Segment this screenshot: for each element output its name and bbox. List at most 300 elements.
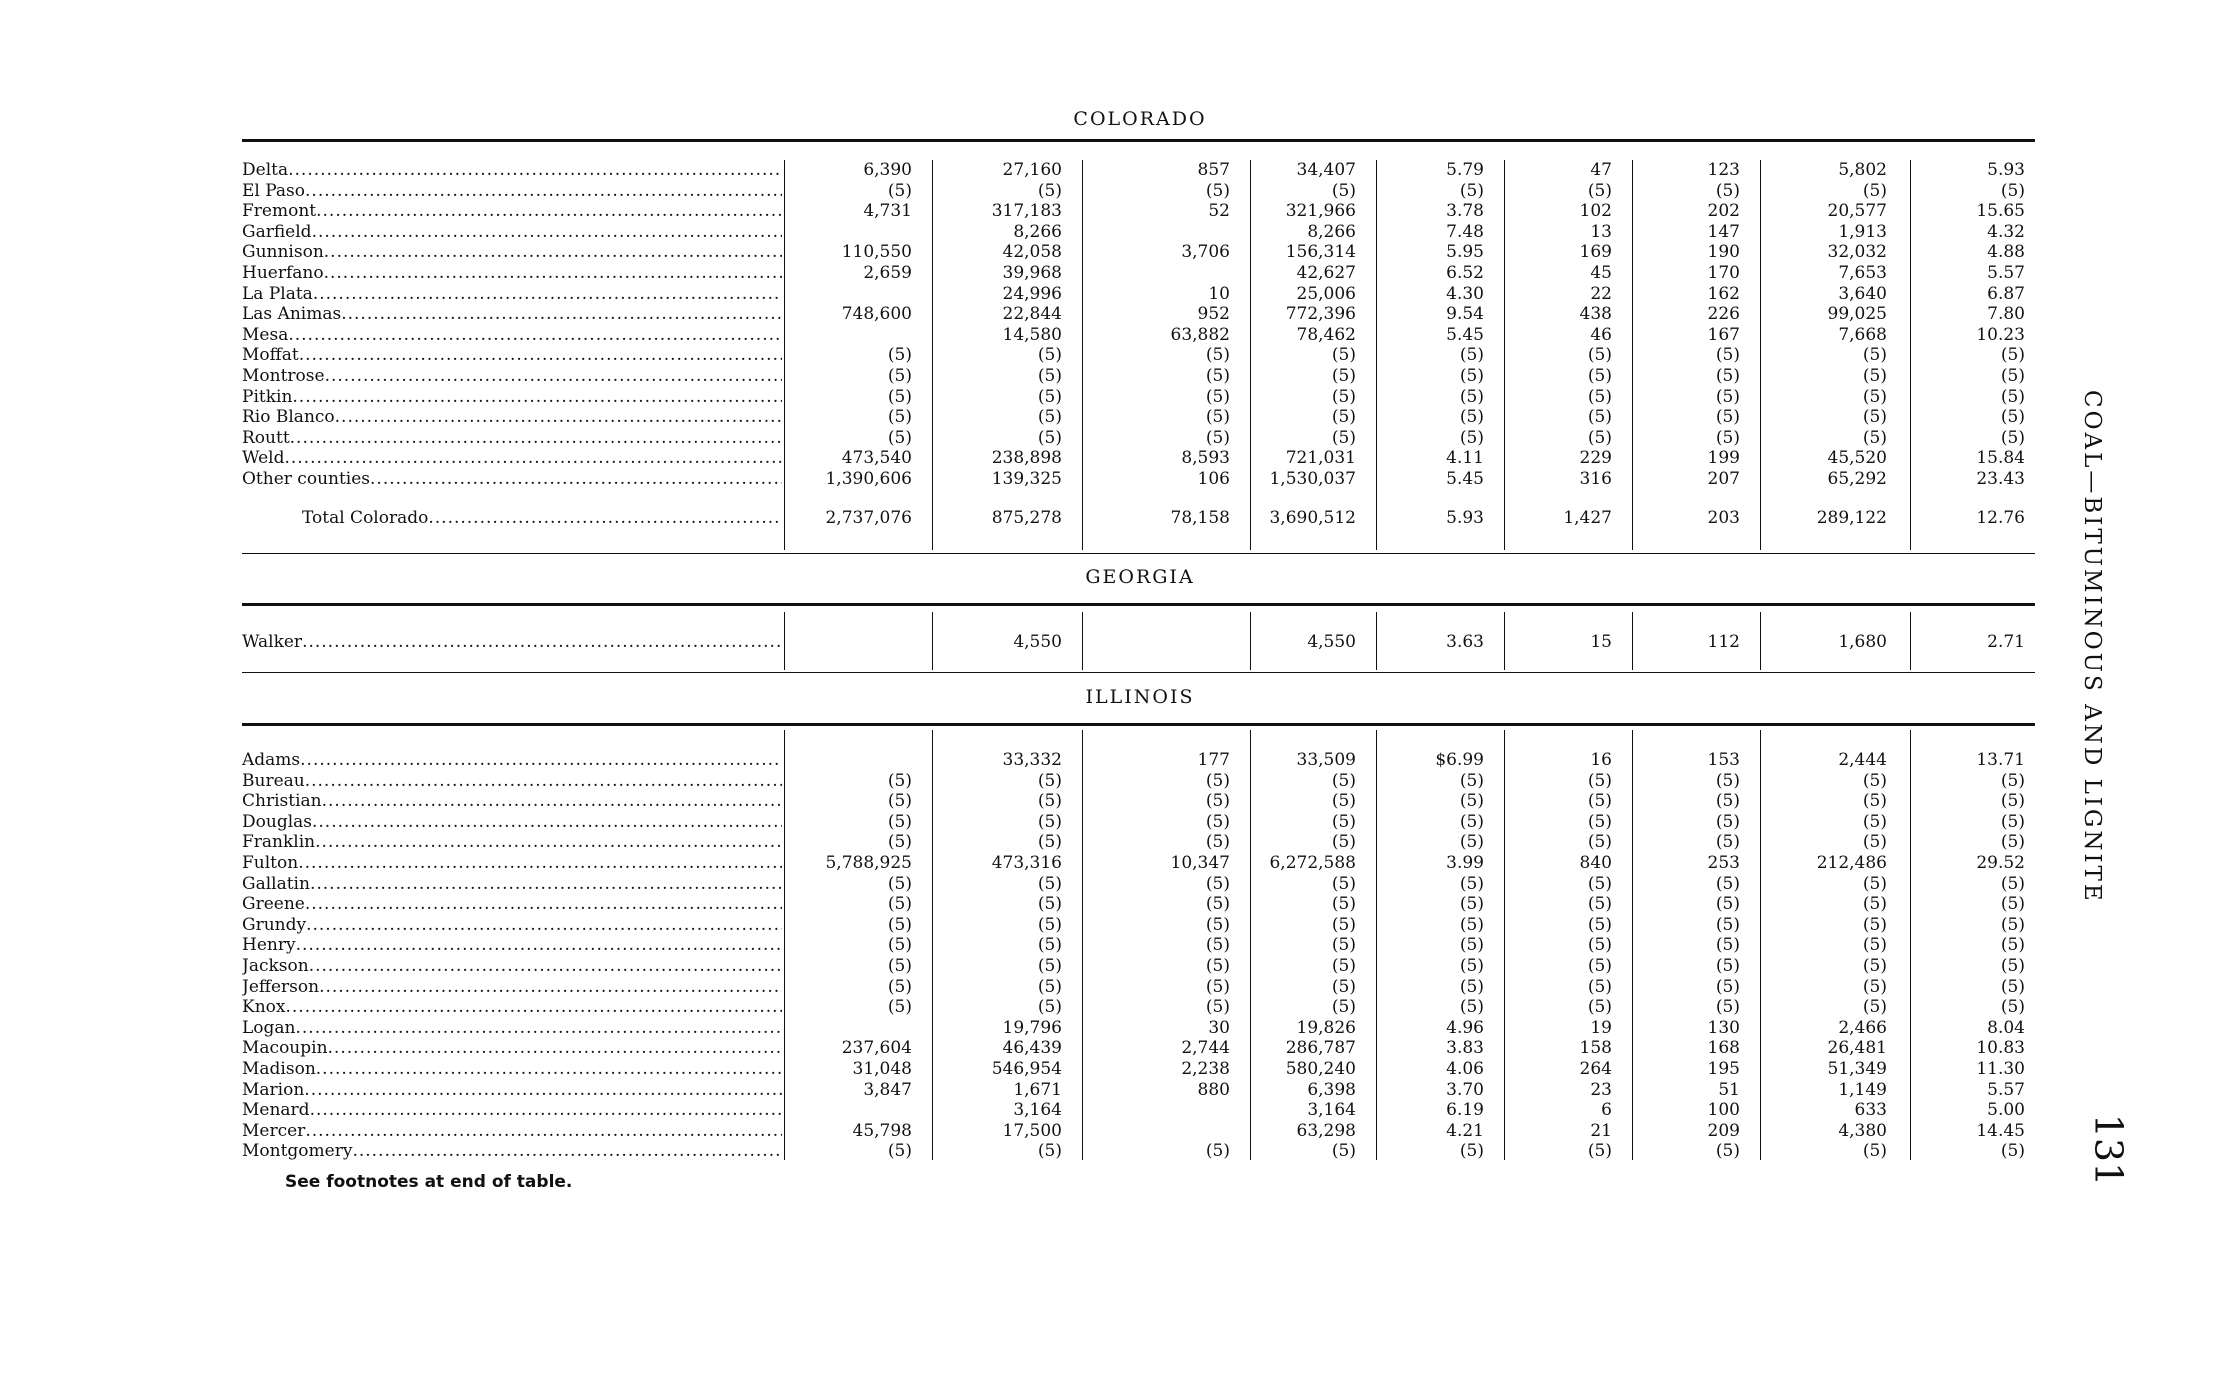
table-cell: 123 — [1707, 160, 1740, 180]
total-cell: 875,278 — [991, 507, 1062, 528]
table-row — [242, 832, 2035, 852]
table-cell: 24,996 — [1002, 283, 1062, 304]
table-row — [242, 1100, 2035, 1120]
table-cell: 99,025 — [1827, 304, 1887, 325]
table-cell: (5) — [1587, 873, 1612, 894]
table-cell: (5) — [1715, 1141, 1740, 1162]
row-label: Grundy ..... — [242, 915, 782, 935]
table-cell: (5) — [1037, 976, 1062, 997]
table-cell: (5) — [1459, 997, 1484, 1018]
table-cell: 63,882 — [1170, 324, 1230, 345]
table-cell: 6.87 — [1987, 283, 2025, 304]
section-title-colorado: COLORADO — [1073, 108, 1207, 130]
table-cell: (5) — [1862, 832, 1887, 853]
table-cell: (5) — [1459, 427, 1484, 448]
table-cell: (5) — [2000, 427, 2025, 448]
table-cell: 190 — [1707, 242, 1740, 263]
running-head-text: COAL—BITUMINOUS AND LIGNITE — [2079, 390, 2105, 904]
table-cell: (5) — [887, 427, 912, 448]
table-cell: 5.45 — [1446, 324, 1484, 345]
table-cell: (5) — [1205, 407, 1230, 428]
row-label: Huerfano ..... — [242, 263, 782, 283]
table-cell: 4.30 — [1446, 283, 1484, 304]
table-cell: (5) — [1459, 345, 1484, 366]
table-cell: (5) — [1037, 956, 1062, 976]
table-cell: (5) — [1459, 366, 1484, 386]
table-cell: 30 — [1208, 1017, 1230, 1038]
table-cell: 4.88 — [1987, 242, 2025, 263]
column-divider — [1376, 160, 1377, 550]
table-cell: 7.48 — [1446, 221, 1484, 242]
total-row — [242, 508, 2035, 528]
table-cell: (5) — [1862, 366, 1887, 386]
column-divider — [1632, 730, 1633, 1160]
table-cell: 840 — [1579, 853, 1612, 873]
table-cell: (5) — [1862, 935, 1887, 956]
table-row — [242, 304, 2035, 324]
table-cell: (5) — [2000, 407, 2025, 428]
table-cell: (5) — [1331, 427, 1356, 448]
table-cell: (5) — [1862, 894, 1887, 915]
table-cell: (5) — [1205, 935, 1230, 956]
table-cell: (5) — [1037, 832, 1062, 853]
table-cell: (5) — [1587, 770, 1612, 791]
column-divider — [784, 730, 785, 1160]
georgia-table — [242, 612, 2035, 670]
table-cell: 5.57 — [1987, 1079, 2025, 1100]
table-cell: 169 — [1579, 242, 1612, 263]
table-cell: (5) — [1459, 407, 1484, 428]
table-cell: 317,183 — [991, 201, 1062, 222]
table-cell: 170 — [1707, 263, 1740, 283]
table-row — [242, 284, 2035, 304]
table-cell: 33,332 — [1002, 750, 1062, 770]
table-cell: 880 — [1197, 1079, 1230, 1100]
column-divider — [1082, 612, 1083, 670]
table-cell: (5) — [1715, 873, 1740, 894]
table-cell: 147 — [1707, 221, 1740, 242]
table-cell: (5) — [1037, 386, 1062, 407]
table-row — [242, 1141, 2035, 1161]
table-cell: 10,347 — [1170, 853, 1230, 873]
table-cell: (5) — [887, 894, 912, 915]
row-label: Christian ..... — [242, 791, 782, 811]
table-cell: 34,407 — [1296, 160, 1356, 180]
table-cell: (5) — [2000, 976, 2025, 997]
table-cell: 6,398 — [1307, 1079, 1356, 1100]
table-cell: (5) — [887, 997, 912, 1018]
table-row — [242, 263, 2035, 283]
table-cell: (5) — [1862, 407, 1887, 428]
table-cell: 6.19 — [1446, 1100, 1484, 1121]
table-cell: 52 — [1208, 201, 1230, 222]
colorado-table — [242, 160, 2035, 550]
table-cell: (5) — [1587, 976, 1612, 997]
table-row — [242, 1080, 2035, 1100]
table-cell: (5) — [1037, 791, 1062, 812]
table-cell: 286,787 — [1285, 1038, 1356, 1059]
table-row — [242, 387, 2035, 407]
table-cell: (5) — [2000, 873, 2025, 894]
row-label: Gunnison ..... — [242, 242, 782, 262]
table-cell: (5) — [2000, 386, 2025, 407]
row-label: Madison ..... — [242, 1059, 782, 1079]
column-divider — [1632, 160, 1633, 550]
column-divider — [1760, 730, 1761, 1160]
rule — [242, 672, 2035, 673]
table-row — [242, 345, 2035, 365]
table-cell: 7,653 — [1838, 263, 1887, 283]
table-cell: 3.78 — [1446, 201, 1484, 222]
row-label: El Paso ..... — [242, 181, 782, 201]
table-row — [242, 750, 2035, 770]
table-cell: (5) — [1331, 791, 1356, 812]
table-row — [242, 1059, 2035, 1079]
table-cell: (5) — [1331, 894, 1356, 915]
table-cell: (5) — [1331, 770, 1356, 791]
column-divider — [784, 160, 785, 550]
table-cell: 32,032 — [1827, 242, 1887, 263]
table-cell: (5) — [1205, 791, 1230, 812]
table-cell: 162 — [1707, 283, 1740, 304]
table-cell: 3,706 — [1181, 242, 1230, 263]
table-cell: 580,240 — [1285, 1059, 1356, 1079]
table-cell: (5) — [1459, 386, 1484, 407]
table-cell: (5) — [887, 976, 912, 997]
table-cell: 473,316 — [991, 853, 1062, 873]
table-cell: 45,798 — [852, 1120, 912, 1141]
table-cell: 33,509 — [1296, 750, 1356, 770]
table-cell: 253 — [1707, 853, 1740, 873]
table-cell: (5) — [1331, 914, 1356, 935]
table-cell: 42,058 — [1002, 242, 1062, 263]
table-cell: 633 — [1854, 1100, 1887, 1121]
table-row — [242, 201, 2035, 221]
table-cell: 46,439 — [1002, 1038, 1062, 1059]
row-label: Adams ..... — [242, 750, 782, 770]
table-cell: (5) — [1862, 791, 1887, 812]
table-cell: 100 — [1707, 1100, 1740, 1121]
row-label: Fremont ..... — [242, 201, 782, 221]
table-cell: (5) — [2000, 180, 2025, 201]
table-cell: 5.95 — [1446, 242, 1484, 263]
table-cell: (5) — [1862, 180, 1887, 201]
table-cell: 39,968 — [1002, 263, 1062, 283]
table-cell: 3.99 — [1446, 853, 1484, 873]
table-cell: (5) — [1587, 914, 1612, 935]
table-row — [242, 1038, 2035, 1058]
table-cell: 952 — [1197, 304, 1230, 325]
table-cell: 546,954 — [991, 1059, 1062, 1079]
table-cell: 4.21 — [1446, 1120, 1484, 1141]
table-cell: (5) — [1715, 366, 1740, 386]
table-cell: (5) — [2000, 894, 2025, 915]
table-cell: 473,540 — [841, 448, 912, 469]
column-divider — [1910, 160, 1911, 550]
row-label: Knox ..... — [242, 997, 782, 1017]
rule — [242, 139, 2035, 142]
table-cell: (5) — [1715, 791, 1740, 812]
table-cell: 8,266 — [1307, 221, 1356, 242]
table-cell: (5) — [1715, 811, 1740, 832]
row-label: Rio Blanco ..... — [242, 407, 782, 427]
row-label: Logan ..... — [242, 1018, 782, 1038]
table-cell: (5) — [1459, 956, 1484, 976]
table-cell: (5) — [1587, 427, 1612, 448]
table-cell: 3,164 — [1013, 1100, 1062, 1121]
table-cell: 2,659 — [863, 263, 912, 283]
total-cell: 5.93 — [1446, 507, 1484, 528]
table-cell: (5) — [2000, 791, 2025, 812]
table-cell: (5) — [1587, 386, 1612, 407]
table-cell: 1,913 — [1838, 221, 1887, 242]
table-cell: 2,238 — [1181, 1059, 1230, 1079]
table-cell: 110,550 — [841, 242, 912, 263]
table-cell: (5) — [1862, 956, 1887, 976]
running-head — [2075, 390, 2115, 950]
total-cell: 12.76 — [1976, 507, 2025, 528]
table-cell: 16 — [1590, 750, 1612, 770]
table-row — [242, 222, 2035, 242]
table-cell: 19 — [1590, 1017, 1612, 1038]
table-cell: (5) — [1587, 811, 1612, 832]
table-cell: 212,486 — [1816, 853, 1887, 873]
column-divider — [784, 612, 785, 670]
table-cell: (5) — [1587, 894, 1612, 915]
table-cell: 23.43 — [1976, 469, 2025, 489]
table-cell: (5) — [1862, 345, 1887, 366]
row-label: Franklin ..... — [242, 832, 782, 852]
column-divider — [1082, 730, 1083, 1160]
table-cell: 5,788,925 — [825, 853, 912, 873]
table-cell: 63,298 — [1296, 1120, 1356, 1141]
table-cell: 26,481 — [1827, 1038, 1887, 1059]
table-cell: 8,593 — [1181, 448, 1230, 469]
table-cell: 4.11 — [1446, 448, 1484, 469]
table-cell: 5,802 — [1838, 160, 1887, 180]
table-cell: (5) — [1587, 180, 1612, 201]
table-cell: (5) — [2000, 811, 2025, 832]
table-cell: 158 — [1579, 1038, 1612, 1059]
table-cell: (5) — [887, 832, 912, 853]
table-cell: (5) — [1862, 914, 1887, 935]
table-cell: 167 — [1707, 324, 1740, 345]
table-cell: $6.99 — [1435, 750, 1484, 770]
row-label: Montgomery ..... — [242, 1141, 782, 1161]
rule — [242, 553, 2035, 554]
row-label: Menard ..... — [242, 1100, 782, 1120]
table-cell: (5) — [1205, 386, 1230, 407]
row-label: Fulton ..... — [242, 853, 782, 873]
column-divider — [1910, 730, 1911, 1160]
row-label: Greene ..... — [242, 894, 782, 914]
table-cell: 316 — [1579, 469, 1612, 489]
table-cell: 112 — [1707, 632, 1740, 652]
table-row — [242, 242, 2035, 262]
table-cell: (5) — [1331, 180, 1356, 201]
table-cell: (5) — [1862, 1141, 1887, 1162]
table-cell: (5) — [1205, 366, 1230, 386]
table-cell: 47 — [1590, 160, 1612, 180]
row-label: Gallatin ..... — [242, 874, 782, 894]
table-cell: 4,380 — [1838, 1120, 1887, 1141]
column-divider — [1250, 160, 1251, 550]
table-cell: (5) — [1587, 832, 1612, 853]
column-divider — [1632, 612, 1633, 670]
table-cell: (5) — [1587, 791, 1612, 812]
table-cell: (5) — [2000, 935, 2025, 956]
column-divider — [1760, 160, 1761, 550]
table-cell: (5) — [1037, 407, 1062, 428]
table-cell: 10 — [1208, 283, 1230, 304]
table-cell: 19,796 — [1002, 1017, 1062, 1038]
table-cell: (5) — [887, 770, 912, 791]
table-cell: 7,668 — [1838, 324, 1887, 345]
table-cell: 13 — [1590, 221, 1612, 242]
table-cell: 1,680 — [1838, 632, 1887, 652]
table-row — [242, 853, 2035, 873]
table-cell: (5) — [887, 935, 912, 956]
table-cell: 748,600 — [841, 304, 912, 325]
column-divider — [1250, 730, 1251, 1160]
table-row — [242, 428, 2035, 448]
table-row — [242, 935, 2035, 955]
table-cell: 1,530,037 — [1269, 469, 1356, 489]
table-cell: 3.70 — [1446, 1079, 1484, 1100]
row-label: Other counties ..... — [242, 469, 782, 489]
table-cell: 721,031 — [1285, 448, 1356, 469]
table-cell: (5) — [1715, 386, 1740, 407]
table-cell: 4.32 — [1987, 221, 2025, 242]
row-label: Delta ..... — [242, 160, 782, 180]
table-cell: (5) — [1587, 997, 1612, 1018]
table-cell: (5) — [1037, 935, 1062, 956]
table-cell: 29.52 — [1976, 853, 2025, 873]
table-cell: (5) — [2000, 914, 2025, 935]
table-cell: 8.04 — [1987, 1017, 2025, 1038]
table-cell: (5) — [1205, 770, 1230, 791]
table-cell: 6,390 — [863, 160, 912, 180]
table-cell: (5) — [1459, 180, 1484, 201]
table-cell: (5) — [887, 407, 912, 428]
table-cell: 51,349 — [1827, 1059, 1887, 1079]
table-cell: (5) — [1205, 914, 1230, 935]
table-row — [242, 915, 2035, 935]
table-cell: 25,006 — [1296, 283, 1356, 304]
table-cell: 3,847 — [863, 1079, 912, 1100]
table-cell: (5) — [1715, 832, 1740, 853]
table-cell: (5) — [2000, 366, 2025, 386]
table-cell: 42,627 — [1296, 263, 1356, 283]
table-row — [242, 894, 2035, 914]
table-cell: 237,604 — [841, 1038, 912, 1059]
table-cell: 177 — [1197, 750, 1230, 770]
table-cell: 857 — [1197, 160, 1230, 180]
table-row — [242, 160, 2035, 180]
table-row — [242, 366, 2035, 386]
table-cell: 438 — [1579, 304, 1612, 325]
table-cell: (5) — [887, 914, 912, 935]
table-cell: 2.71 — [1987, 632, 2025, 652]
row-label: Jefferson ..... — [242, 977, 782, 997]
table-cell: (5) — [1862, 997, 1887, 1018]
table-cell: (5) — [887, 386, 912, 407]
table-row — [242, 997, 2035, 1017]
table-cell: 102 — [1579, 201, 1612, 222]
table-cell: (5) — [1205, 976, 1230, 997]
table-cell: 199 — [1707, 448, 1740, 469]
table-cell: (5) — [1205, 427, 1230, 448]
table-cell: (5) — [1037, 427, 1062, 448]
table-cell: (5) — [887, 811, 912, 832]
table-cell: 772,396 — [1285, 304, 1356, 325]
column-divider — [1504, 730, 1505, 1160]
table-cell: 19,826 — [1296, 1017, 1356, 1038]
table-cell: (5) — [1205, 832, 1230, 853]
table-cell: 14.45 — [1976, 1120, 2025, 1141]
table-cell: (5) — [1587, 345, 1612, 366]
row-label: Jackson ..... — [242, 956, 782, 976]
table-cell: 6 — [1601, 1100, 1612, 1121]
table-cell: (5) — [1037, 1141, 1062, 1162]
table-cell: 3.83 — [1446, 1038, 1484, 1059]
table-cell: (5) — [1331, 976, 1356, 997]
table-cell: 156,314 — [1285, 242, 1356, 263]
row-label: Henry ..... — [242, 935, 782, 955]
table-row — [242, 632, 2035, 652]
row-label: Bureau ..... — [242, 771, 782, 791]
row-label: Moffat ..... — [242, 345, 782, 365]
table-cell: 11.30 — [1976, 1059, 2025, 1079]
table-cell: (5) — [1205, 997, 1230, 1018]
table-cell: 5.57 — [1987, 263, 2025, 283]
table-cell: (5) — [1587, 366, 1612, 386]
table-cell: (5) — [1331, 1141, 1356, 1162]
table-cell: 22 — [1590, 283, 1612, 304]
row-label: Garfield ..... — [242, 222, 782, 242]
table-cell: (5) — [1459, 914, 1484, 935]
table-cell: 27,160 — [1002, 160, 1062, 180]
total-cell: 289,122 — [1816, 507, 1887, 528]
table-cell: 45,520 — [1827, 448, 1887, 469]
table-cell: 207 — [1707, 469, 1740, 489]
table-cell: (5) — [1037, 180, 1062, 201]
table-cell: 5.00 — [1987, 1100, 2025, 1121]
table-cell: 14,580 — [1002, 324, 1062, 345]
table-cell: 4,550 — [1013, 632, 1062, 652]
row-label: La Plata ..... — [242, 284, 782, 304]
table-cell: (5) — [1862, 427, 1887, 448]
table-cell: (5) — [1331, 935, 1356, 956]
table-cell: (5) — [887, 791, 912, 812]
footnote: See footnotes at end of table. — [285, 1172, 573, 1192]
total-cell: 2,737,076 — [825, 507, 912, 528]
table-cell: (5) — [1459, 811, 1484, 832]
table-cell: (5) — [1459, 770, 1484, 791]
column-divider — [1910, 612, 1911, 670]
table-cell: (5) — [2000, 1141, 2025, 1162]
table-cell: (5) — [1459, 894, 1484, 915]
table-cell: (5) — [1587, 1141, 1612, 1162]
row-label: Montrose ..... — [242, 366, 782, 386]
table-cell: 264 — [1579, 1059, 1612, 1079]
table-cell: (5) — [1331, 832, 1356, 853]
table-cell: 3.63 — [1446, 632, 1484, 652]
table-cell: (5) — [887, 956, 912, 976]
table-row — [242, 448, 2035, 468]
row-label: Douglas ..... — [242, 812, 782, 832]
column-divider — [932, 730, 933, 1160]
